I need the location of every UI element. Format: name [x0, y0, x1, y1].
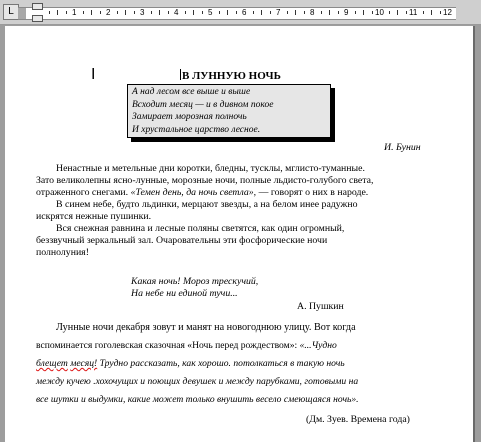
ruler-tick	[57, 10, 58, 15]
spellcheck-word[interactable]: блещет	[36, 358, 68, 369]
ruler-number: 2	[106, 8, 111, 17]
ruler-tick	[406, 11, 407, 14]
folk-saying: «Темен день, да ночь светла»,	[130, 187, 257, 198]
ruler-tick	[83, 11, 84, 14]
ruler-number: 6	[242, 8, 247, 17]
ruler-tick	[431, 10, 432, 15]
epigraph-line: Всходит месяц — и в дивном покое	[132, 99, 274, 110]
ruler-tick	[236, 11, 237, 14]
ruler-number: 7	[276, 8, 281, 17]
paragraph-4-line-1: Лунные ночи декабря зовут и манят на новогоднюю улицу. Вот когда	[56, 322, 356, 333]
epigraph-line: Замирает морозная полночь	[132, 112, 247, 123]
ruler-number: 10	[375, 8, 384, 17]
ruler-number: 8	[310, 8, 315, 17]
paragraph-4-line-2	[36, 340, 337, 351]
ruler-tick	[117, 11, 118, 14]
source-citation: (Дм. Зуев. Времена года)	[306, 414, 410, 425]
ruler-tick	[66, 11, 67, 14]
ruler-number: 1	[72, 8, 77, 17]
paragraph-3-line-3: полнолуния!	[36, 247, 89, 258]
ruler-tick	[185, 11, 186, 14]
first-line-indent-marker[interactable]	[32, 3, 43, 10]
text-cursor-icon: I	[91, 66, 96, 83]
quote-line-1: Какая ночь! Мороз трескучий,	[131, 276, 259, 287]
ruler-tick	[227, 10, 228, 15]
paragraph-3-line-1: Вся снежная равнина и лесные поляны светятся, как один огромный,	[56, 223, 345, 234]
tab-stop-selector-button[interactable]: L	[3, 4, 19, 20]
ruler-tick	[151, 11, 152, 14]
hanging-indent-marker[interactable]	[32, 15, 43, 22]
epigraph-author: И. Бунин	[384, 142, 421, 153]
ruler-tick	[100, 11, 101, 14]
paragraph-2-line-2: искрятся нежные пушинки.	[36, 211, 152, 222]
document-page[interactable]	[5, 26, 475, 442]
ruler-tick	[389, 11, 390, 14]
ruler-tick	[295, 10, 296, 15]
paragraph-1-line-1: Ненастные и метельные дни коротки, бледны, тусклы, мглисто-туманные.	[56, 163, 365, 174]
ruler-tick	[440, 11, 441, 14]
paragraph-3-line-2: беззвучный зеркальный зал. Очаровательны эти фосфорические ночи	[36, 235, 328, 246]
ruler-tick	[125, 10, 126, 15]
ruler-tick	[202, 11, 203, 14]
epigraph-line: И хрустальное царство лесное.	[132, 124, 261, 135]
paragraph-2-line-1: В синем небе, будто льдинки, мерцают звезды, а на белом инее радужно	[56, 199, 358, 210]
ruler-tick	[372, 11, 373, 14]
quote-author: А. Пушкин	[297, 301, 344, 312]
horizontal-ruler[interactable]	[0, 0, 481, 25]
paragraph-4-line-4: между кучею .хохочущих и поющих девушек и между парубками, готовыми на	[36, 376, 359, 387]
ruler-tick	[423, 11, 424, 14]
ruler-tick	[397, 10, 398, 15]
gogol-quote-start: «...Чудно	[299, 340, 337, 351]
ruler-tick	[338, 11, 339, 14]
ruler-tick	[355, 11, 356, 14]
ruler-tick	[91, 10, 92, 15]
paragraph-1-line-2: Зато великолепны ясно-лунные, морозные ночи, полные льдисто-голубого света,	[36, 175, 374, 186]
ruler-number: 11	[409, 8, 418, 17]
ruler-number: 5	[208, 8, 213, 17]
paragraph-1-line-3-a: отраженного снегами.	[36, 187, 131, 198]
ruler-tick	[261, 10, 262, 15]
ruler-number: 9	[344, 8, 349, 17]
ruler-tick	[168, 11, 169, 14]
spellcheck-word[interactable]: месяц!	[70, 358, 98, 369]
quote-line-2: На небе ни единой тучи...	[131, 288, 238, 299]
document-title-text: В ЛУННУЮ НОЧЬ	[182, 70, 281, 82]
document-title	[180, 69, 281, 82]
ruler-number: 12	[443, 8, 452, 17]
ruler-number: 4	[174, 8, 179, 17]
ruler-number: 3	[140, 8, 145, 17]
paragraph-1-line-3	[36, 187, 368, 198]
epigraph-textbox[interactable]	[127, 84, 331, 138]
paragraph-1-line-3-c: — говорят о них в народе.	[256, 187, 369, 198]
ruler-tick	[253, 11, 254, 14]
ruler-tick	[219, 11, 220, 14]
paragraph-4-line-5: все шутки и выдумки, какие может только внушить весело смеющаяся ночь».	[36, 394, 359, 405]
ruler-tick	[329, 10, 330, 15]
ruler-tick	[270, 11, 271, 14]
ruler-tick	[304, 11, 305, 14]
ruler-tick	[363, 10, 364, 15]
paragraph-4-line-3-rest: Трудно рассказать, как хорошо. потолкаться в такую ночь	[97, 358, 345, 369]
ruler-tick	[49, 11, 50, 14]
paragraph-4-line-3	[36, 358, 345, 369]
ruler-tick	[159, 10, 160, 15]
ruler-tick	[321, 11, 322, 14]
ruler-tick	[193, 10, 194, 15]
ruler-tick	[134, 11, 135, 14]
paragraph-4-line-2-a: вспоминается гоголевская сказочная «Ночь перед рождеством»:	[36, 340, 300, 351]
ruler-tick	[287, 11, 288, 14]
epigraph-line: А над лесом все выше и выше	[132, 87, 251, 97]
text-caret	[180, 69, 181, 80]
